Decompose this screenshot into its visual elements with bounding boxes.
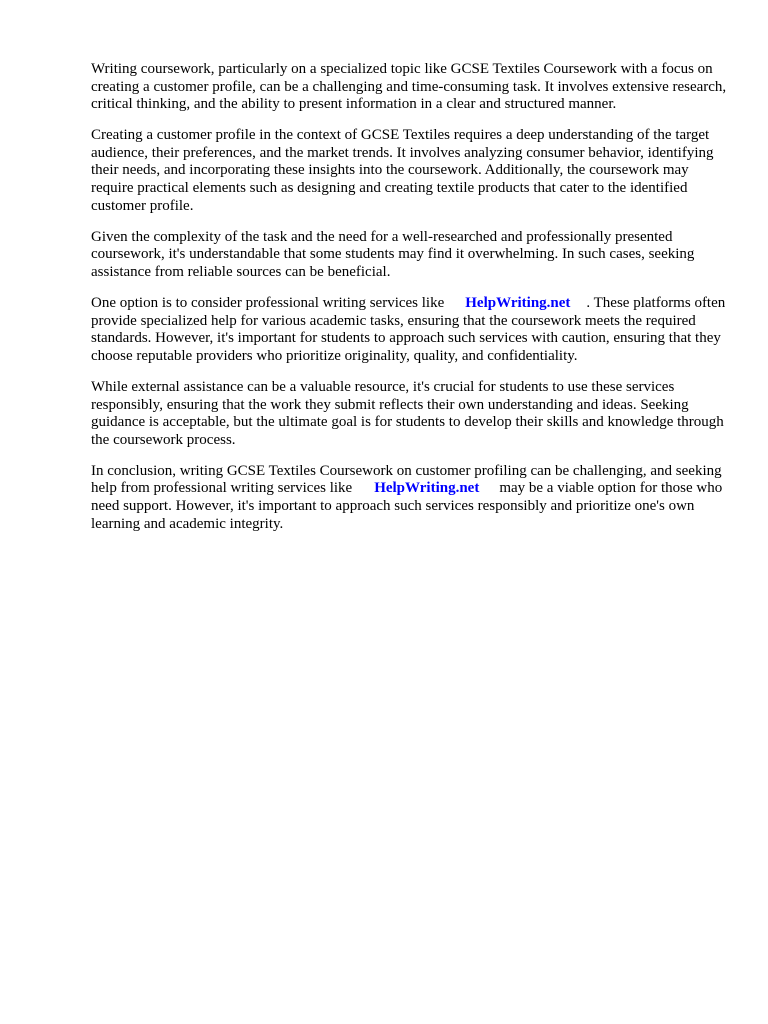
paragraph-text-before-link: One option is to consider professional writing services like [91, 295, 445, 312]
paragraph-complexity: Given the complexity of the task and the need for a well-researched and professionally presented coursework, it's understandable that some students may find it overwhelming. In such cases, seeking assistance from reliable sources can be beneficial. [91, 228, 695, 280]
document-body [91, 61, 731, 547]
paragraph-customer-profile: Creating a customer profile in the context of GCSE Textiles requires a deep understanding of the target audience, their preferences, and the market trends. It involves analyzing consumer behavior, identifying their needs, and incorporating these insights into the coursework. Additionally, the coursework may require practical elements such as designing and creating textile products that cater to the identified customer profile. [91, 127, 714, 214]
helpwriting-link-conclusion[interactable]: HelpWriting.net [374, 480, 480, 497]
paragraph-text-after-link: . These platforms often provide specialized help for various academic tasks, ensuring that the coursework meets the required standards. However, it's important for students to approach such services with caution, ensuring that they choose reputable providers who prioritize originality, quality, and confidentiality. [91, 295, 726, 364]
paragraph-conclusion [91, 463, 731, 533]
paragraph-text-before-link: In conclusion, writing GCSE Textiles Coursework on customer profiling can be challenging, and seeking help from professional writing services like [91, 462, 722, 497]
paragraph-text-after-link: may be a viable option for those who need support. However, it's important to approach such services responsibly and prioritize one's own learning and academic integrity. [91, 480, 723, 532]
paragraph-writing-services [91, 295, 731, 365]
paragraph-responsibility: While external assistance can be a valuable resource, it's crucial for students to use these services responsibly, ensuring that the work they submit reflects their own understanding and ideas. Seeking guidance is acceptable, but the ultimate goal is for students to develop their skills and knowledge through the coursework process. [91, 378, 724, 448]
helpwriting-link[interactable]: HelpWriting.net [465, 295, 571, 312]
paragraph-intro: Writing coursework, particularly on a specialized topic like GCSE Textiles Coursework with a focus on creating a customer profile, can be a challenging and time-consuming task. It involves extensive research, critical thinking, and the ability to present information in a clear and structured manner. [91, 61, 727, 113]
